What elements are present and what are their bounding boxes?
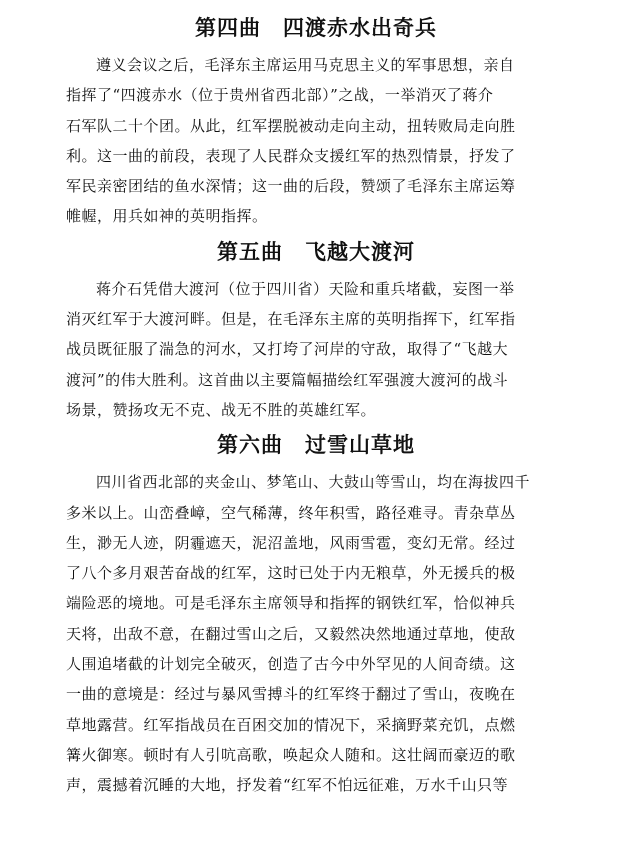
- section-six: [66, 431, 566, 800]
- paragraph-line: 蒋介石凭借大渡河（位于四川省）天险和重兵堵截，妄图一举: [96, 279, 515, 298]
- paragraph-line: 利。这一曲的前段，表现了人民群众支援红军的热烈情景，抒发了: [66, 146, 516, 165]
- paragraph-line: 军民亲密团结的鱼水深情；这一曲的后段，赞颂了毛泽东主席运筹: [66, 177, 516, 196]
- section-heading: [66, 431, 566, 459]
- paragraph-line: 消灭红军于大渡河畔。但是，在毛泽东主席的英明指挥下，红军指: [66, 310, 516, 329]
- paragraph-line: 生，渺无人迹，阴霾遮天，泥沼盖地，风雨雪雹，变幻无常。经过: [66, 533, 516, 552]
- heading-title: 四渡赤水出奇兵: [283, 16, 437, 40]
- heading-number: 第六曲: [217, 433, 283, 458]
- paragraph-line: 石军队二十个团。从此，红军摆脱被动走向主动，扭转败局走向胜: [66, 116, 516, 135]
- section-paragraph: [66, 50, 566, 232]
- heading-title: 飞越大渡河: [305, 239, 415, 264]
- section-heading: [66, 14, 566, 42]
- paragraph-line: 天将，出敌不意，在翻过雪山之后，又毅然决然地通过草地，使敌: [66, 624, 516, 643]
- paragraph-line: 帷幄，用兵如神的英明指挥。: [66, 207, 268, 226]
- heading-number: 第五曲: [217, 239, 283, 264]
- paragraph-line: 一曲的意境是：经过与暴风雪搏斗的红军终于翻过了雪山，夜晚在: [66, 685, 516, 704]
- paragraph-line: 场景，赞扬攻无不克、战无不胜的英雄红军。: [66, 400, 377, 419]
- section-paragraph: [66, 467, 566, 800]
- paragraph-line: 草地露营。红军指战员在百困交加的情况下，采摘野菜充饥，点燃: [66, 715, 516, 734]
- section-paragraph: [66, 274, 566, 425]
- paragraph-line: 声，震撼着沉睡的大地，抒发着“红军不怕远征难，万水千山只等: [66, 776, 509, 795]
- paragraph-line: 指挥了“四渡赤水（位于贵州省西北部）”之战，一举消灭了蒋介: [66, 86, 494, 105]
- section-four: [66, 14, 566, 232]
- paragraph-line: 人围追堵截的计划完全破灭，创造了古今中外罕见的人间奇绩。这: [66, 655, 516, 674]
- section-heading: [66, 238, 566, 266]
- paragraph-line: 渡河”的伟大胜利。这首曲以主要篇幅描绘红军强渡大渡河的战斗: [66, 370, 509, 389]
- paragraph-line: 篝火御寒。顿时有人引吭高歌，唤起众人随和。这壮阔而豪迈的歌: [66, 745, 516, 764]
- paragraph-line: 四川省西北部的夹金山、梦笔山、大鼓山等雪山，均在海拔四千: [96, 473, 531, 492]
- paragraph-line: 多米以上。山峦叠嶂，空气稀薄，终年积雪，路径难寻。青杂草丛: [66, 503, 516, 522]
- paragraph-line: 战员既征服了湍急的河水，又打垮了河岸的守敌，取得了“飞越大: [66, 340, 509, 359]
- paragraph-line: 了八个多月艰苦奋战的红军，这时已处于内无粮草，外无援兵的极: [66, 564, 516, 583]
- section-five: [66, 238, 566, 425]
- paragraph-line: 端险恶的境地。可是毛泽东主席领导和指挥的钢铁红军，恰似神兵: [66, 594, 516, 613]
- heading-number: 第四曲: [195, 16, 261, 40]
- heading-title: 过雪山草地: [305, 433, 415, 458]
- paragraph-line: 遵义会议之后，毛泽东主席运用马克思主义的军事思想，亲自: [96, 56, 515, 74]
